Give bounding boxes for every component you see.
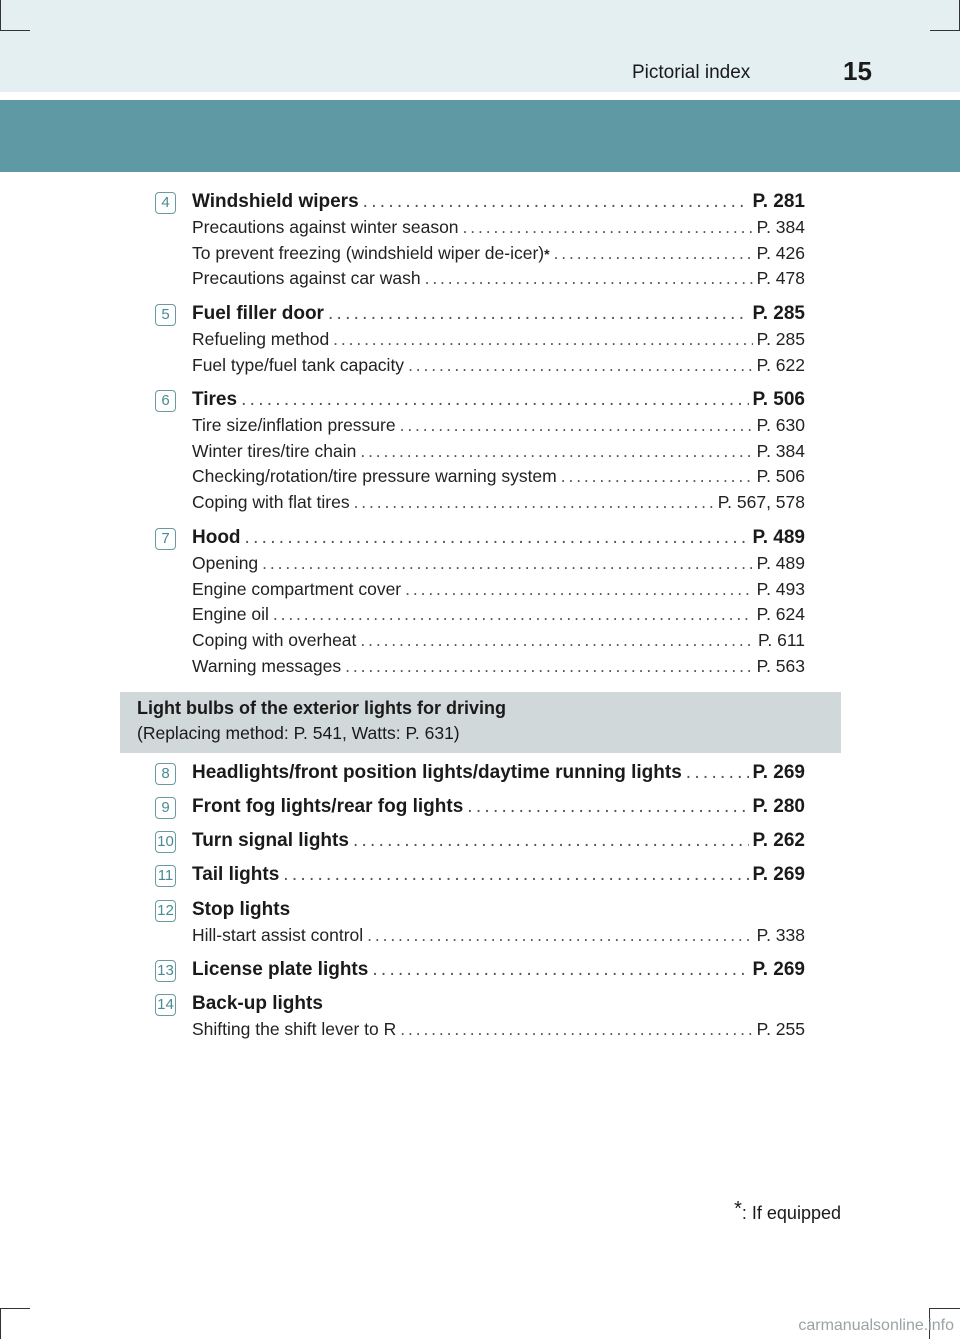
item-number-badge: 9 — [155, 797, 176, 819]
chapter-band — [0, 100, 960, 172]
entry-label: Front fog lights/rear fog lights — [192, 796, 464, 817]
leader-dots — [333, 329, 752, 350]
item-number-badge: 13 — [155, 960, 176, 982]
entry-label: Hood — [192, 527, 241, 548]
page-reference[interactable]: P. 269 — [752, 959, 805, 980]
crop-mark — [0, 0, 1, 30]
watermark: carmanualsonline.info — [798, 1317, 954, 1334]
page-title: Pictorial index — [632, 62, 751, 83]
crop-mark — [0, 1308, 30, 1309]
index-sub-line[interactable] — [192, 492, 805, 518]
entry-label: Tail lights — [192, 864, 280, 885]
index-sub-line[interactable] — [192, 925, 805, 951]
crop-mark — [930, 30, 960, 31]
page-reference[interactable]: P. 611 — [757, 630, 805, 651]
entry-label: Windshield wipers — [192, 191, 359, 212]
leader-dots — [262, 553, 752, 574]
entry-label: Stop lights — [192, 899, 291, 920]
page-reference[interactable]: P. 563 — [756, 656, 805, 676]
index-sub-line[interactable] — [192, 656, 805, 682]
leader-dots — [245, 527, 749, 549]
index-main-line[interactable] — [192, 959, 805, 985]
page-reference[interactable]: P. 384 — [756, 440, 805, 461]
page-reference[interactable]: P. 280 — [752, 796, 805, 817]
item-number-badge: 7 — [155, 528, 176, 550]
page-reference[interactable]: P. 624 — [756, 604, 805, 625]
index-sub-line[interactable]: To prevent freezing (windshield wiper de-icer) * . . . P. 426 — [192, 243, 805, 269]
entry-label: Hill-start assist control — [192, 924, 364, 945]
entry-label: Back-up lights — [192, 993, 323, 1014]
index-sub-line[interactable] — [192, 217, 805, 243]
item-number-badge: 14 — [155, 994, 176, 1016]
leader-dots — [405, 579, 753, 600]
page-reference[interactable]: P. 285 — [756, 328, 805, 349]
item-number-badge: 4 — [155, 192, 176, 214]
page-reference[interactable]: P. 506 — [756, 466, 805, 487]
page-reference[interactable]: P. 630 — [756, 414, 805, 435]
index-main-line[interactable] — [192, 864, 805, 890]
leader-dots — [408, 355, 753, 376]
index-sub-line[interactable] — [192, 630, 805, 656]
crop-mark — [929, 1308, 960, 1309]
index-sub-line[interactable] — [192, 415, 805, 441]
page-reference[interactable]: P. 622 — [756, 354, 805, 375]
section-title: Light bulbs of the exterior lights for driving — [137, 698, 506, 718]
index-main-line[interactable] — [192, 830, 805, 856]
leader-dots — [686, 762, 749, 784]
entry-label: To prevent freezing (windshield wiper de-icer) — [192, 242, 545, 263]
index-sub-line[interactable] — [192, 329, 805, 355]
page-reference[interactable]: P. 489 — [756, 552, 805, 573]
index-main-line[interactable] — [192, 303, 805, 329]
entry-label: Turn signal lights — [192, 830, 349, 851]
leader-dots — [354, 492, 714, 513]
entry-label: Engine oil — [192, 604, 269, 625]
leader-dots — [467, 796, 748, 818]
leader-dots — [463, 217, 753, 238]
entry-label: Precautions against car wash — [192, 268, 421, 289]
leader-dots — [360, 441, 752, 462]
leader-dots — [241, 389, 748, 411]
item-number-badge: 5 — [155, 304, 176, 326]
entry-label: Winter tires/tire chain — [192, 440, 357, 461]
page-reference[interactable]: P. 506 — [752, 389, 805, 410]
entry-label: Engine compartment cover — [192, 578, 402, 599]
page-reference[interactable]: P. 384 — [756, 216, 805, 237]
leader-dots — [360, 630, 754, 651]
section-header — [120, 692, 841, 753]
entry-label: Tires — [192, 389, 238, 410]
index-main-line[interactable] — [192, 389, 805, 415]
page-reference[interactable]: P. 269 — [752, 762, 805, 783]
index-main-line[interactable] — [192, 899, 805, 925]
index-main-line[interactable] — [192, 762, 805, 788]
page-reference[interactable]: P. 489 — [752, 527, 805, 548]
index-main-line[interactable] — [192, 527, 805, 553]
index-sub-line[interactable] — [192, 441, 805, 467]
leader-dots — [554, 243, 753, 264]
leader-dots — [363, 191, 749, 213]
index-sub-line[interactable] — [192, 604, 805, 630]
leader-dots — [561, 466, 753, 487]
page-reference[interactable]: P. 285 — [752, 303, 805, 324]
footnote — [734, 1198, 841, 1224]
page-reference[interactable]: P. 255 — [756, 1018, 805, 1039]
index-main-line[interactable] — [192, 796, 805, 822]
footnote-text: : If equipped — [741, 1203, 841, 1223]
page-reference[interactable]: P. 426 — [756, 242, 805, 263]
leader-dots — [372, 959, 748, 981]
entry-label: Warning messages — [192, 656, 342, 676]
item-number-badge: 8 — [155, 763, 176, 785]
item-number-badge: 10 — [155, 831, 176, 853]
index-sub-line[interactable] — [192, 553, 805, 579]
page-reference[interactable]: P. 281 — [752, 191, 805, 212]
entry-label: Fuel type/fuel tank capacity — [192, 354, 405, 375]
entry-label: Shifting the shift lever to R — [192, 1018, 397, 1039]
item-number-badge: 11 — [155, 865, 176, 887]
crop-mark — [0, 1309, 1, 1339]
entry-label: Tire size/inflation pressure — [192, 414, 396, 435]
page-number: 15 — [843, 56, 872, 86]
item-number-badge: 12 — [155, 900, 176, 922]
crop-mark — [0, 30, 30, 31]
index-main-line[interactable] — [192, 993, 805, 1019]
leader-dots — [367, 925, 753, 946]
leader-dots — [328, 303, 749, 325]
entry-label: Checking/rotation/tire pressure warning system — [192, 466, 557, 487]
entry-label: Refueling method — [192, 328, 330, 349]
page-reference[interactable]: P. 338 — [756, 924, 805, 945]
page-reference[interactable]: P. 493 — [756, 578, 805, 599]
page-reference[interactable]: P. 567, 578 — [717, 492, 805, 513]
page-reference[interactable]: P. 478 — [756, 268, 805, 289]
index-sub-line[interactable] — [192, 268, 805, 294]
section-subtitle: (Replacing method: P. 541, Watts: P. 631) — [137, 723, 460, 743]
header-band — [0, 0, 960, 92]
entry-label: Fuel filler door — [192, 303, 324, 324]
entry-label: Precautions against winter season — [192, 216, 459, 237]
entry-label: Coping with overheat — [192, 630, 357, 651]
item-number-badge: 6 — [155, 390, 176, 412]
leader-dots — [400, 415, 753, 436]
leader-dots — [283, 864, 748, 886]
leader-dots — [425, 268, 753, 289]
index-sub-line[interactable] — [192, 579, 805, 605]
index-sub-line[interactable] — [192, 1019, 805, 1045]
entry-label: Opening — [192, 552, 259, 573]
entry-label: Headlights/front position lights/daytime running lights — [192, 762, 682, 783]
page-reference[interactable]: P. 262 — [752, 830, 805, 851]
entry-label: Coping with flat tires — [192, 492, 350, 513]
index-main-line[interactable] — [192, 191, 805, 217]
leader-dots — [400, 1019, 752, 1040]
leader-dots — [345, 656, 753, 677]
entry-label: License plate lights — [192, 959, 369, 980]
leader-dots — [273, 604, 753, 625]
footnote-star: * — [734, 1198, 742, 1220]
index-sub-line[interactable] — [192, 466, 805, 492]
index-sub-line[interactable] — [192, 355, 805, 381]
page-reference[interactable]: P. 269 — [752, 864, 805, 885]
leader-dots — [353, 830, 749, 852]
